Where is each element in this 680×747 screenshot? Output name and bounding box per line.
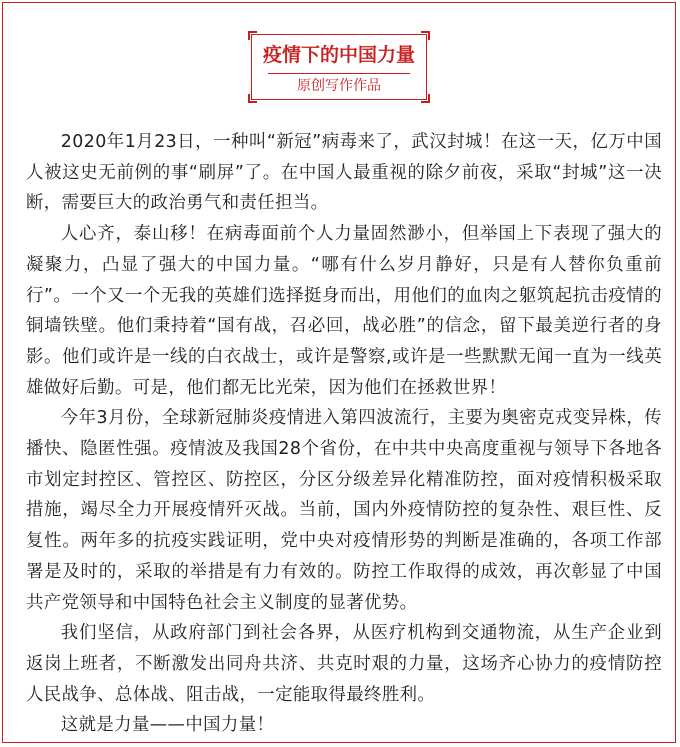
page-title: 疫情下的中国力量 [262, 44, 415, 66]
corner-ornament [421, 94, 430, 103]
paragraph-2: 人心齐，泰山移！在病毒面前个人力量固然渺小，但举国上下表现了强大的凝聚力，凸显了强大的中国力量。“哪有什么岁月静好，只是有人替你负重前行”。一个又一个无我的英雄们选择挺身而出，用他们的血肉之躯筑起抗击疫情的铜墙铁壁。他们秉持着“国有战，召必回，战必胜”的信念，留下最美逆行者的身影。他们或许是一线的白衣战士，或许是警察,或许是一些默默无闻一直为一线英雄做好后勤。可是，他们都无比光荣，因为他们在拯救世界！ [26, 224, 662, 398]
title-box [251, 34, 427, 100]
paragraph-3: 今年3月份，全球新冠肺炎疫情进入第四波流行，主要为奥密克戎变异株，传播快、隐匿性强。疫情波及我国28个省份，在中共中央高度重视与领导下各地各市划定封控区、管控区、防控区，分区分级差异化精准防控，面对疫情积极采取措施，竭尽全力开展疫情歼灭战。当前，国内外疫情防控的复杂性、艰巨性、反复性。两年多的抗疫实践证明，党中央对疫情形势的判断是准确的，各项工作部署是及时的，采取的举措是有力有效的。防控工作取得的成效，再次彰显了中国共产党领导和中国特色社会主义制度的显著优势。 [26, 408, 662, 613]
paragraph-1: 2020年1月23日，一种叫“新冠”病毒来了，武汉封城！在这一天，亿万中国人被这史无前例的事“刷屏”了。在中国人最重视的除夕前夜，采取“封城”这一决断，需要巨大的政治勇气和责任担当。 [26, 132, 662, 214]
corner-ornament [421, 31, 430, 40]
page-subtitle: 原创写作作品 [297, 78, 381, 94]
corner-ornament [248, 31, 257, 40]
corner-ornament [248, 94, 257, 103]
paragraph-4: 我们坚信，从政府部门到社会各界，从医疗机构到交通物流，从生产企业到返岗上班者，不断激发出同舟共济、共克时艰的力量，这场齐心协力的疫情防控人民战争、总体战、阻击战，一定能取得最终胜利。 [26, 623, 662, 705]
article-body [26, 127, 662, 741]
title-divider [268, 73, 410, 74]
paragraph-5: 这就是力量——中国力量！ [60, 715, 275, 736]
